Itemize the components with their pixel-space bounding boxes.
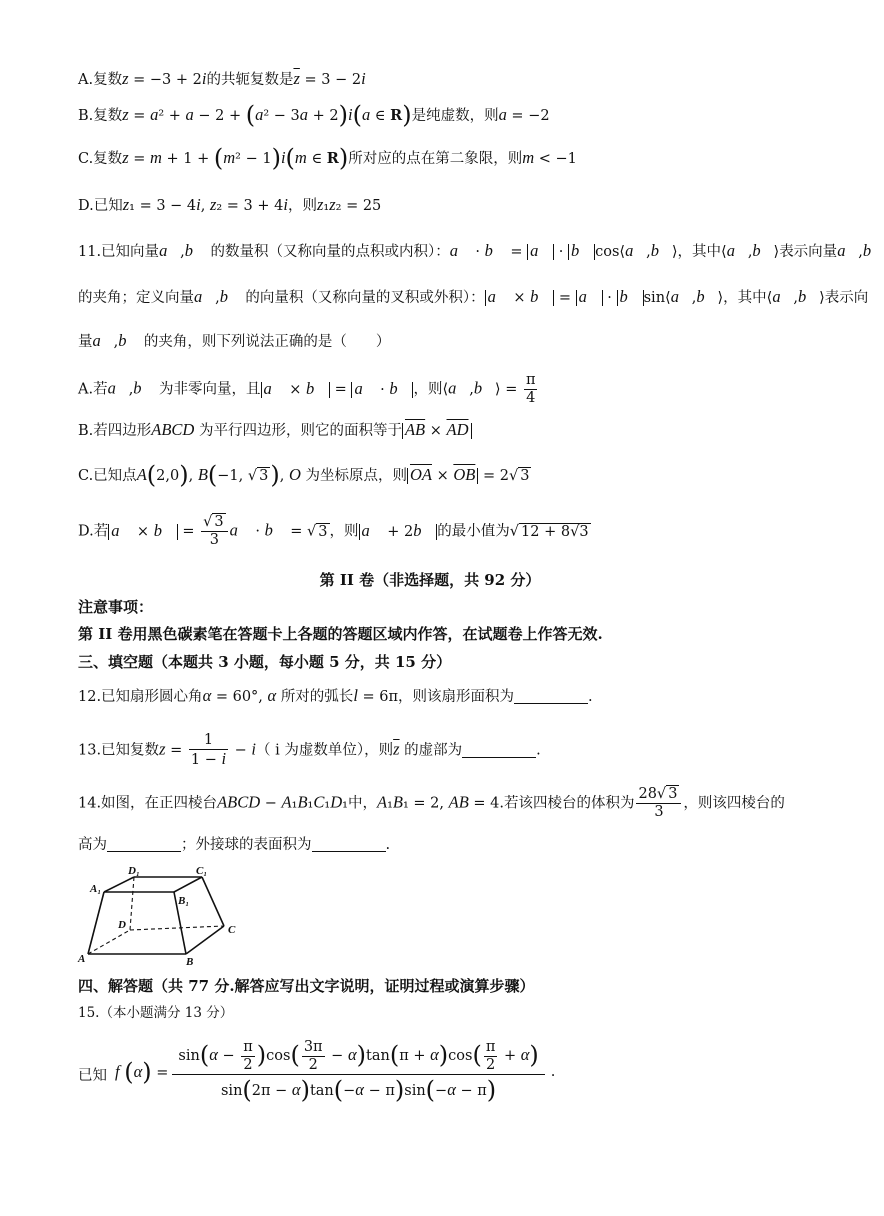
notice-body: 第 II 卷用黑色碳素笔在答题卡上各题的答题区域内作答，在试题卷上作答无效. bbox=[78, 625, 603, 643]
q11-option-c: C.已知点A(2,0), B(−1, √ 3), O 为坐标原点，则 $\overline{OA} \times \overline{OB} = 2√$ 3 bbox=[78, 461, 530, 489]
frustum-figure bbox=[74, 862, 244, 968]
q15-formula: 已知 f (α) = sin(α − $\frac{\pi}{2}$ )cos( $\frac{3\pi}{2}$ − α)tan(π + α)cos( $\frac{\pi}{2}$ + α) sin(2π − α)tan(−α − π)sin(−α − π) . bbox=[78, 1038, 556, 1104]
q10-option-c: C.复数z = m + 1 + (m² − 1)i(m ∈ R)所对应的点在第二象限，则m < −1 bbox=[78, 144, 577, 172]
label-d1: D₁ bbox=[128, 865, 140, 877]
q11-line2: 的夹角；定义向量a⃗,b⃗ 的向量积（又称向量的叉积或外积）： a⃗ × b⃗ = a⃗ · b⃗ sin⟨a⃗,b⃗⟩，其中⟨a⃗,b⃗⟩表示向 bbox=[78, 287, 869, 306]
q14-line2: 高为 ；外接球的表面积为 . bbox=[78, 837, 391, 853]
label-b1: B₁ bbox=[178, 895, 190, 907]
q14-line1: 14.如图，在正四棱台ABCD − A₁B₁C₁D₁中，A₁B₁ = 2, AB = 4.若该四棱台的体积为 $\frac{28√ 3}{3}$ ，则该四棱台的 bbox=[78, 786, 785, 820]
q13: 13.已知复数z = $\frac{1}{1 - i}$ − i（ i 为虚数单位），则$\overline{z}$ 的虚部为 . bbox=[78, 732, 541, 768]
q10-option-d: D.已知z₁ = 3 − 4i, z₂ = 3 + 4i，则z₁z₂ = 25 bbox=[78, 195, 382, 214]
q11-line3: 量a⃗,b⃗ 的夹角，则下列说法正确的是（ ） bbox=[78, 331, 391, 350]
answer-blank[interactable] bbox=[462, 743, 536, 758]
notice-title: 注意事项： bbox=[78, 598, 154, 616]
q11-option-a: A.若a⃗,b⃗ 为非零向量，且 a⃗ × b⃗ = a⃗ · b⃗ ，则⟨a⃗,b⃗⟩ = $\frac{\pi}{4}$ bbox=[78, 372, 536, 406]
part2-title: 第 II 卷（非选择题，共 92 分） bbox=[319, 571, 541, 589]
label-a: A bbox=[78, 953, 86, 965]
label-c1: C₁ bbox=[196, 865, 208, 877]
label-b: B bbox=[186, 956, 194, 968]
q10-option-a: A.复数z = −3 + 2i的共轭复数是$\overline{z} = 3 - 2i$ bbox=[78, 69, 366, 88]
q11-option-d: D.若 a⃗ × b⃗ = $\frac{√ 3}{3}$ a⃗ · b⃗ = √ 3 ，则 a⃗ + 2b⃗ 的最小值为√ 12 + 8√3 bbox=[78, 514, 589, 548]
q11-line1: 11.已知向量a⃗,b⃗ 的数量积（又称向量的点积或内积）：a⃗ · b⃗ = a⃗ · b⃗ cos⟨a⃗,b⃗⟩，其中⟨a⃗,b⃗⟩表示向量a⃗,b⃗ bbox=[78, 241, 884, 260]
answer-blank-height[interactable] bbox=[107, 837, 181, 852]
q12: 12.已知扇形圆心角α = 60°, α 所对的弧长l = 6π，则该扇形面积为 . bbox=[78, 686, 593, 705]
label-d: D bbox=[118, 919, 126, 931]
section-3-heading: 三、填空题（本题共 3 小题，每小题 5 分，共 15 分） bbox=[78, 653, 452, 671]
label-a1: A₁ bbox=[90, 883, 102, 895]
q10-option-b: B.复数z = a² + a − 2 + (a² − 3a + 2)i(a ∈ R)是纯虚数，则a = −2 bbox=[78, 101, 550, 129]
answer-blank-sphere[interactable] bbox=[312, 837, 386, 852]
section-4-heading: 四、解答题（共 77 分.解答应写出文字说明，证明过程或演算步骤） bbox=[78, 977, 535, 995]
label-c: C bbox=[228, 924, 236, 936]
q11-option-b: B.若四边形ABCD 为平行四边形，则它的面积等于 $\overline{AB} \times \overline{AD}$ bbox=[78, 419, 472, 442]
answer-blank[interactable] bbox=[514, 689, 588, 704]
q15-title: 15.（本小题满分 13 分） bbox=[78, 1005, 234, 1021]
